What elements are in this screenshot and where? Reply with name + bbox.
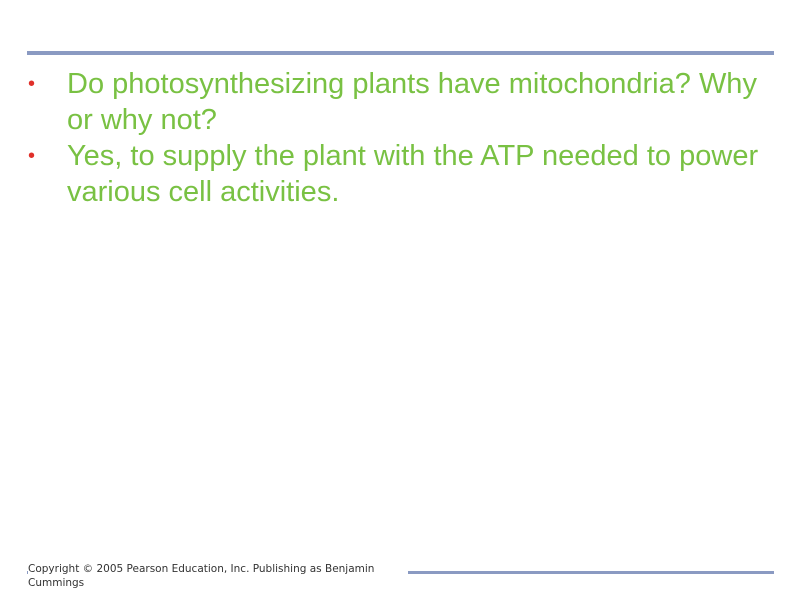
bullet-answer <box>28 138 788 210</box>
question-text: Do photosynthesizing plants have mitochondria? Why or why not? <box>67 68 757 136</box>
bullet-marker: • <box>28 73 36 95</box>
copyright-notice: Copyright © 2005 Pearson Education, Inc. Publishing as Benjamin Cummings <box>28 562 408 590</box>
bullet-question <box>28 66 788 138</box>
answer-text: Yes, to supply the plant with the ATP needed to power various cell activities. <box>67 140 759 208</box>
bullet-list <box>28 66 788 210</box>
bullet-marker: • <box>28 145 36 167</box>
top-divider <box>27 51 774 55</box>
